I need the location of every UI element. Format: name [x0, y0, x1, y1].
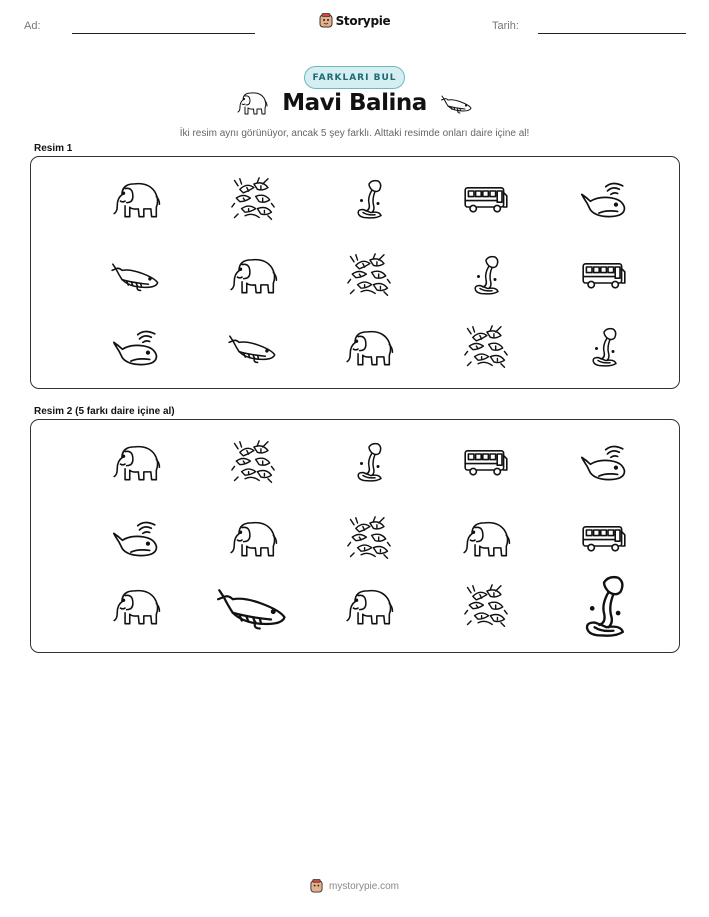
picture2-elephant-cell[interactable] — [106, 578, 166, 634]
picture2-whale-spout-cell[interactable] — [106, 510, 166, 566]
storypie-mascot-icon — [319, 13, 333, 28]
brand-logo — [0, 13, 709, 28]
picture1-elephant-cell — [106, 171, 166, 227]
picture1-label: Resim 1 — [34, 143, 73, 154]
picture2-whale-cell[interactable] — [223, 578, 283, 634]
elephant-icon — [236, 90, 268, 116]
picture1-shrimp-cell — [223, 171, 283, 227]
picture2-shrimp-cell[interactable] — [456, 578, 516, 634]
picture1-whale-cell — [223, 319, 283, 375]
title-row — [0, 90, 709, 116]
picture1-bus-cell — [574, 247, 634, 303]
whale-spout-icon — [580, 442, 628, 483]
picture2-label: Resim 2 (5 farkı daire içine al) — [34, 406, 175, 417]
shrimp-icon — [464, 584, 508, 628]
elephant-icon — [344, 327, 394, 368]
brand-name: Storypie — [335, 13, 391, 28]
waterfall-icon — [471, 254, 501, 296]
picture2-waterfall-cell[interactable] — [339, 434, 399, 490]
picture1-shrimp-cell — [339, 247, 399, 303]
shrimp-icon — [347, 253, 391, 297]
bus-icon — [462, 183, 510, 215]
picture1-bus-cell — [456, 171, 516, 227]
elephant-icon — [461, 518, 511, 559]
bus-icon — [580, 522, 628, 554]
footer — [0, 879, 709, 893]
whale-icon — [228, 330, 278, 364]
waterfall-icon — [589, 326, 619, 368]
picture2-waterfall-cell[interactable] — [574, 578, 634, 634]
picture1-waterfall-cell — [574, 319, 634, 375]
picture1-elephant-cell — [339, 319, 399, 375]
elephant-icon — [228, 255, 278, 296]
picture1-waterfall-cell — [456, 247, 516, 303]
elephant-icon — [228, 518, 278, 559]
storypie-mascot-icon — [310, 879, 323, 893]
shrimp-icon — [231, 177, 275, 221]
picture2-whale-spout-cell[interactable] — [574, 434, 634, 490]
shrimp-icon — [347, 516, 391, 560]
elephant-icon — [111, 442, 161, 483]
picture2-shrimp-cell[interactable] — [339, 510, 399, 566]
picture1-waterfall-cell — [339, 171, 399, 227]
bus-icon — [462, 446, 510, 478]
picture2-bus-cell[interactable] — [456, 434, 516, 490]
picture1-whale-cell — [106, 247, 166, 303]
name-line[interactable] — [72, 33, 255, 34]
elephant-icon — [111, 179, 161, 220]
picture1-shrimp-cell — [456, 319, 516, 375]
picture1-panel — [30, 156, 680, 389]
picture2-shrimp-cell[interactable] — [223, 434, 283, 490]
name-label: Ad: — [24, 20, 41, 32]
picture1-whale-spout-cell — [574, 171, 634, 227]
whale-icon — [441, 92, 473, 114]
elephant-icon — [344, 586, 394, 627]
page-title: Mavi Balina — [282, 90, 427, 116]
bus-icon — [580, 259, 628, 291]
waterfall-icon — [580, 573, 628, 639]
footer-url[interactable]: mystorypie.com — [328, 880, 399, 892]
instructions: İki resim aynı görünüyor, ancak 5 şey farklı. Alttaki resimde onları daire içine al! — [179, 128, 530, 139]
whale-icon — [111, 258, 161, 292]
picture2-elephant-cell[interactable] — [223, 510, 283, 566]
whale-spout-icon — [112, 518, 160, 559]
date-label: Tarih: — [492, 20, 519, 32]
picture2-elephant-cell[interactable] — [106, 434, 166, 490]
waterfall-icon — [354, 178, 384, 220]
picture2-elephant-cell[interactable] — [339, 578, 399, 634]
waterfall-icon — [354, 441, 384, 483]
picture2-bus-cell[interactable] — [574, 510, 634, 566]
elephant-icon — [111, 586, 161, 627]
date-line[interactable] — [538, 33, 686, 34]
shrimp-icon — [231, 440, 275, 484]
activity-badge: FARKLARI BUL — [304, 66, 405, 89]
whale-spout-icon — [112, 327, 160, 368]
picture1-whale-spout-cell — [106, 319, 166, 375]
whale-spout-icon — [580, 179, 628, 220]
picture2-elephant-cell[interactable] — [456, 510, 516, 566]
whale-icon — [217, 581, 289, 631]
picture2-panel[interactable] — [30, 419, 680, 653]
shrimp-icon — [464, 325, 508, 369]
picture1-elephant-cell — [223, 247, 283, 303]
